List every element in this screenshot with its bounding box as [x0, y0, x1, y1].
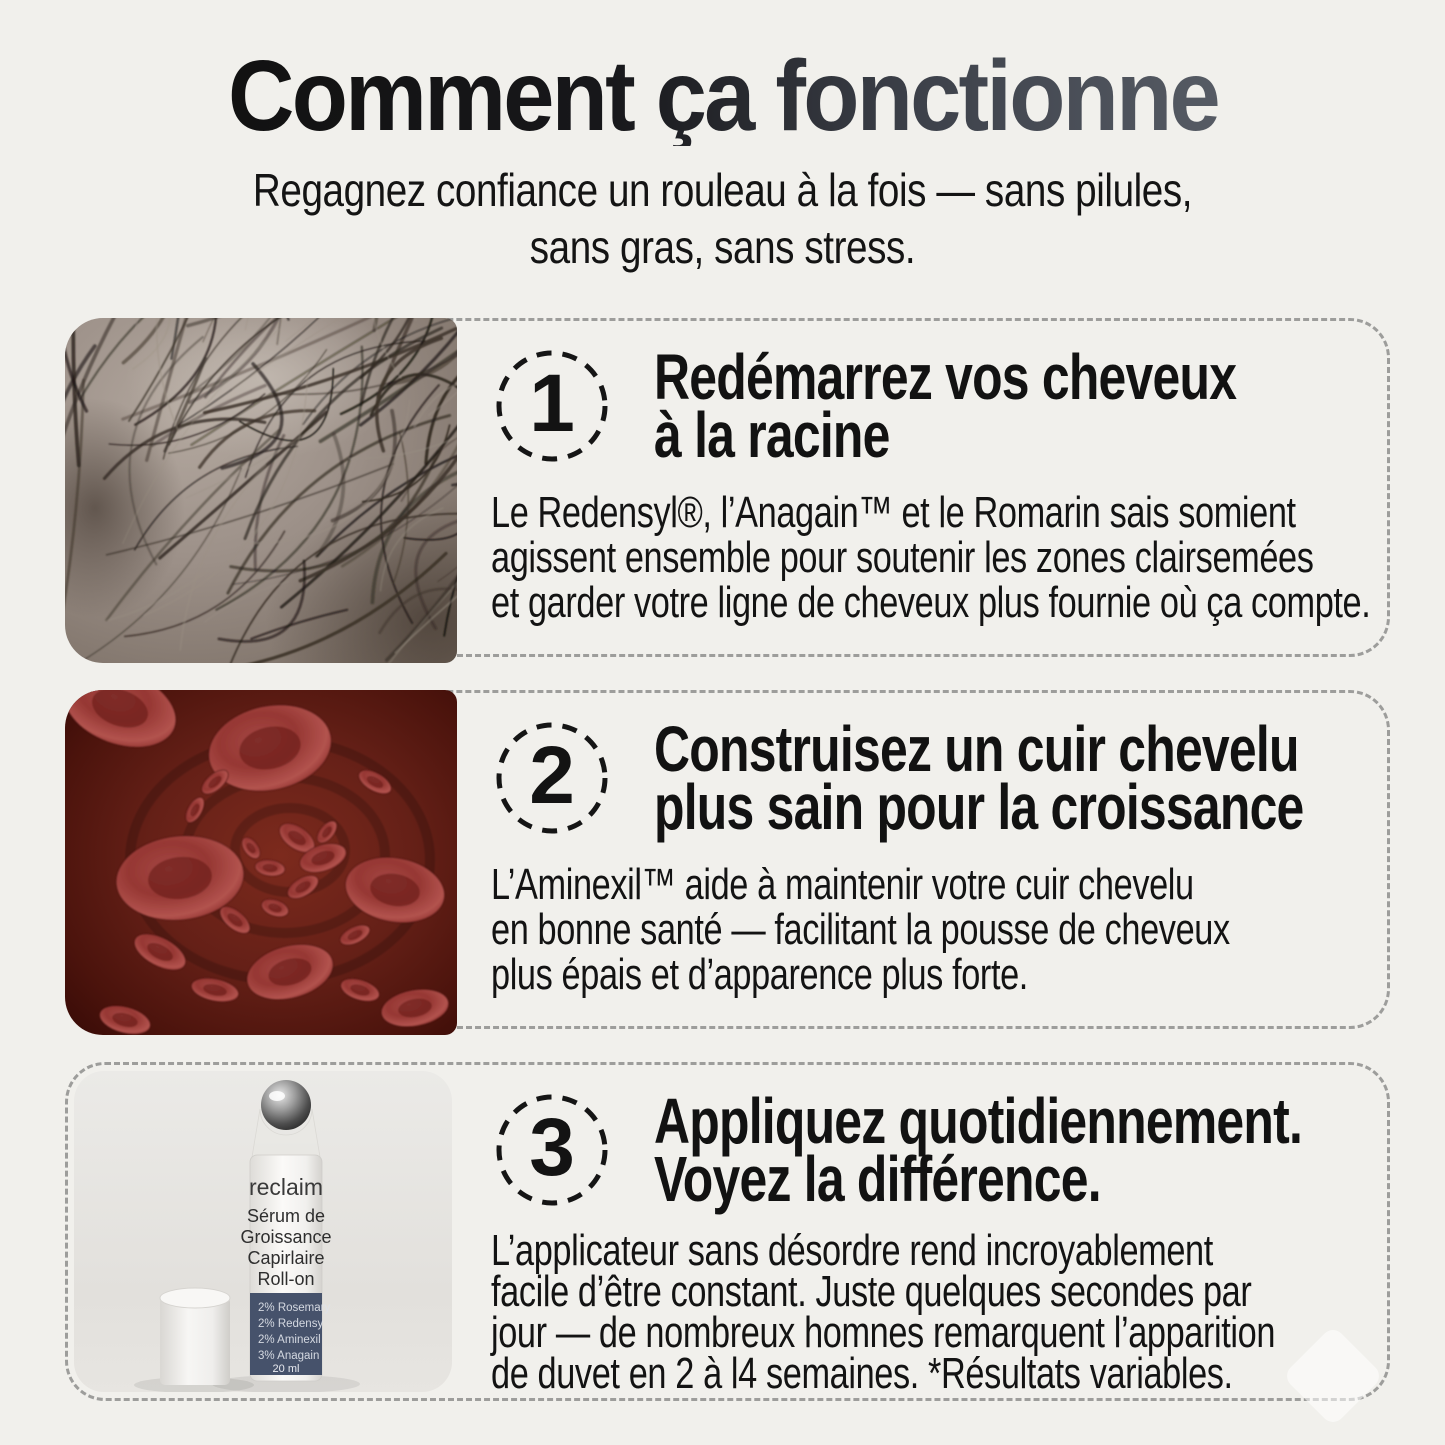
steps-list	[65, 318, 1390, 1434]
blood-vessel-illustration	[65, 690, 457, 1035]
step-2-text	[491, 693, 1357, 997]
step-3-heading: Appliquez quotidiennement. Voyez la différence.	[654, 1085, 1303, 1215]
product-label-brand: reclaim	[248, 1174, 324, 1200]
step-2-number-badge	[494, 720, 610, 836]
svg-text:2% Redensy: 2% Redensy	[258, 1318, 324, 1330]
scalp-hair-illustration	[65, 318, 457, 663]
step-2-body: L’Aminexil™ aide à maintenir votre cuir chevelu en bonne santé — facilitant la pousse de cheveux plus épais et d’apparence plus forte.	[491, 860, 1230, 999]
blood-cells-image	[65, 690, 457, 1035]
step-1-heading: Redémarrez vos cheveux à la racine	[654, 341, 1237, 471]
product-label-volume: 20 ml	[272, 1363, 300, 1375]
subtitle-line-1: Regagnez confiance un rouleau à la fois — sans pilules,	[252, 164, 1193, 216]
roll-on-bottle-illustration	[74, 1071, 452, 1392]
step-1-number: 1	[529, 358, 575, 449]
page-title: Comment ça fonctionne	[227, 40, 1218, 152]
product-photo	[74, 1071, 452, 1392]
step-3-number: 3	[529, 1102, 575, 1193]
svg-text:Roll-on: Roll-on	[257, 1269, 315, 1289]
step-3-text	[491, 1065, 1357, 1398]
svg-text:2% Rosemary: 2% Rosemary	[258, 1302, 331, 1314]
step-card-3	[65, 1062, 1390, 1401]
svg-text:Groissance: Groissance	[240, 1227, 332, 1247]
header	[0, 0, 1445, 276]
svg-text:Sérum de: Sérum de	[246, 1206, 326, 1226]
product-cap	[160, 1288, 230, 1385]
step-3-body: L’applicateur sans désordre rend incroyablement facile d’être constant. Juste quelques secondes par jour — de nombreux homnes remarquent l’apparition de duvet en 2 à l4 semaines. *Résultats variables.	[491, 1226, 1276, 1398]
page-subtitle	[0, 162, 1445, 276]
step-card-1	[65, 318, 1390, 657]
step-2-number: 2	[529, 730, 575, 821]
svg-text:Capirlaire: Capirlaire	[247, 1248, 325, 1268]
svg-text:3% Anagain: 3% Anagain	[258, 1350, 320, 1362]
svg-text:2% Aminexil: 2% Aminexil	[258, 1334, 321, 1346]
step-1-number-badge	[494, 348, 610, 464]
scalp-hair-image	[65, 318, 457, 663]
step-card-2	[65, 690, 1390, 1029]
subtitle-line-2: sans gras, sans stress.	[529, 221, 916, 273]
step-1-text	[491, 321, 1371, 627]
step-1-body: Le Redensyl®, l’Anagain™ et le Romarin sais somient agissent ensemble pour soutenir les zones clairsemées et garder votre ligne de cheveux plus fournie où ça compte.	[491, 488, 1371, 627]
step-3-number-badge	[494, 1092, 610, 1208]
step-2-heading: Construisez un cuir chevelu plus sain pour la croissance	[654, 713, 1304, 843]
